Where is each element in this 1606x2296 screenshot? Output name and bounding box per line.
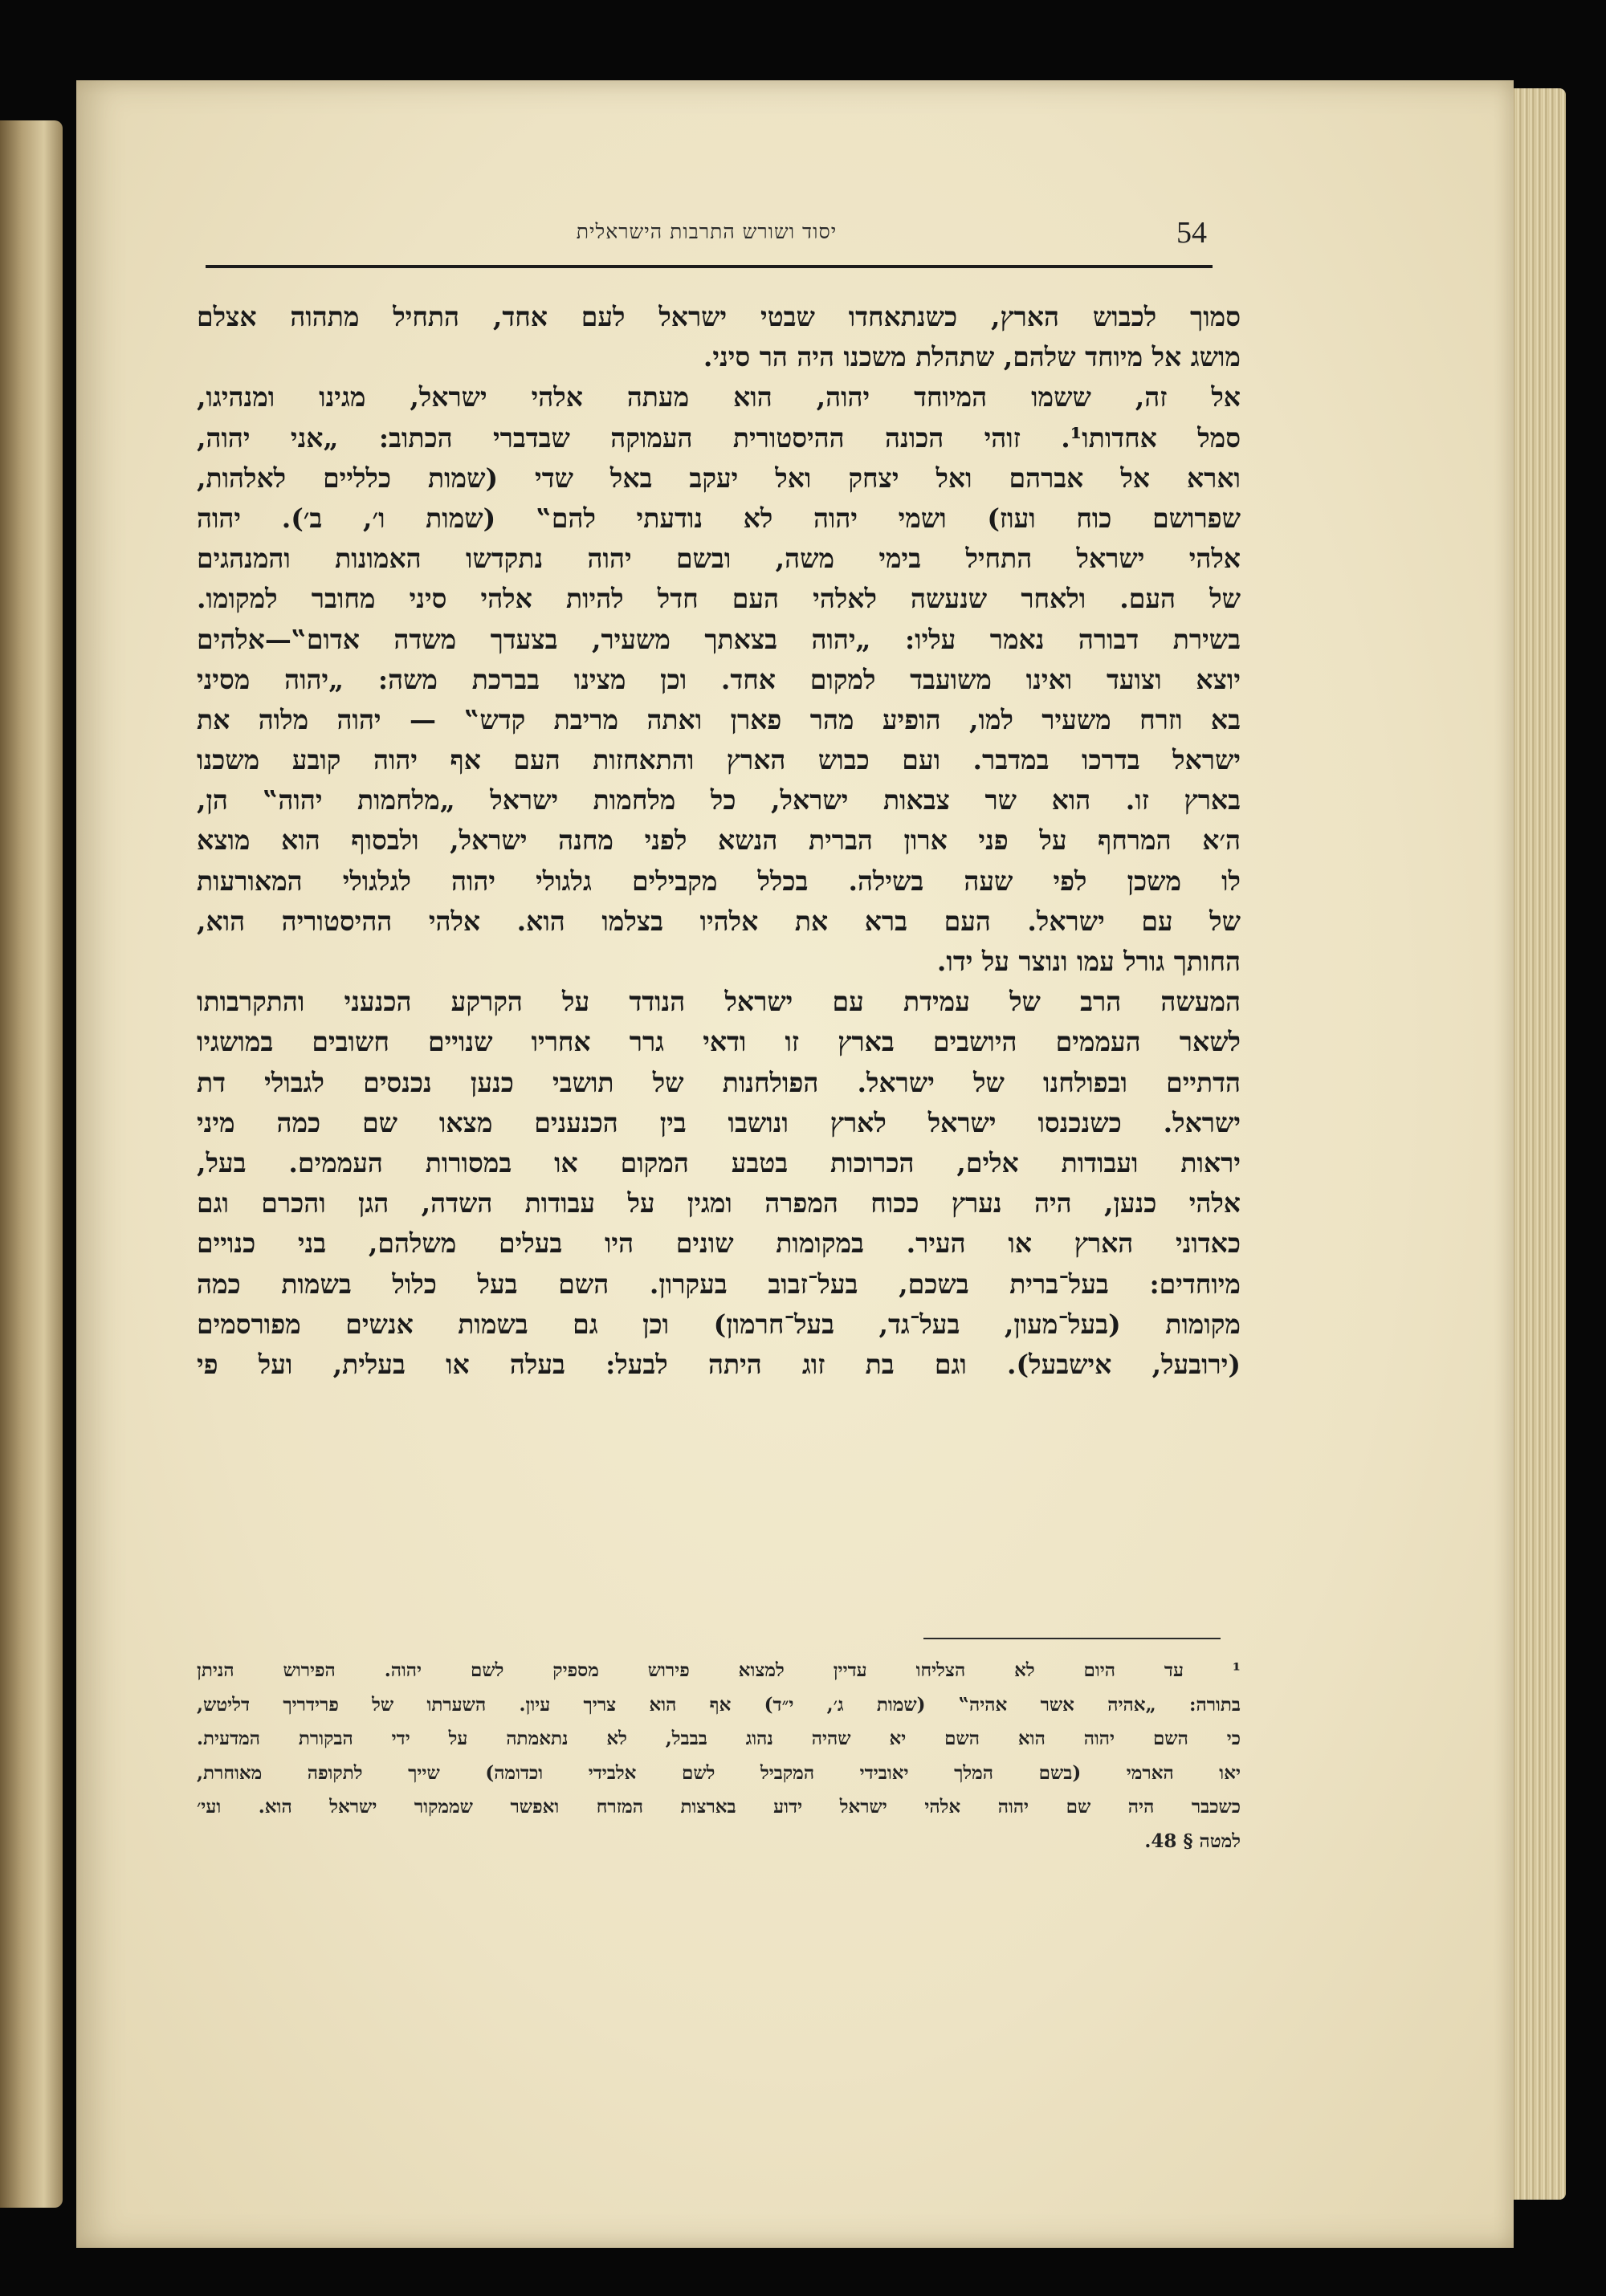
header-rule [206, 265, 1213, 268]
left-page-edge [0, 120, 63, 2208]
text-line: יוצא וצועד ואינו משועבד למקום אחד. וכן מצינו בברכת משה: „יהוה מסיני [197, 663, 1241, 695]
text-line: בארץ זו. הוא שר צבאות ישראל, כל מלחמות ישראל „מלחמות יהוה‟ הן, [197, 784, 1241, 816]
main-text [197, 297, 1241, 1385]
footnote-line: יאו הארמי (בשם המלך יאובידי המקביל לשם אלבידי וכדומה) שייך לתקופה מאוחרת, [197, 1761, 1241, 1784]
text-line: וארא אל אברהם ואל יצחק ואל יעקב באל שדי (שמות כלליים לאלהות, [197, 462, 1241, 494]
text-line: (ירובעל, אישבעל). וגם בת זוג היתה לבעל: בעלה או בעלית, ועל פי [197, 1348, 1241, 1380]
footnote-line: ¹ עד היום לא הצליחו עדיין למצוא פירוש מספיק לשם יהוה. הפירוש הניתן [197, 1659, 1241, 1681]
footnote-line: למטה § 48. [1144, 1830, 1241, 1852]
text-line: של עם ישראל. העם ברא את אלהיו בצלמו הוא. אלהי ההיסטוריה הוא, [197, 905, 1241, 937]
text-line: שפרושם כוח ועוז) ושמי יהוה לא נודעתי להם‟ (שמות ו׳, ב׳). יהוה [197, 502, 1241, 534]
text-line: הדתיים ובפולחנו של ישראל. הפולחנות של תושבי כנען נכנסים לגבולי דת [197, 1066, 1241, 1098]
text-line: אלהי ישראל התחיל בימי משה, ובשם יהוה נתקדשו האמונות והמנהגים [197, 543, 1241, 575]
text-line: סמוך לכבוש הארץ, כשנתאחדו שבטי ישראל לעם אחד, התחיל מתהוה אצלם [197, 301, 1241, 332]
text-line: מושג אל מיוחד שלהם, שתהלת משכנו היה הר סיני. [703, 341, 1241, 373]
text-line: של העם. ולאחר שנעשה לאלהי העם חדל להיות אלהי סיני מחובר למקומו. [197, 583, 1241, 615]
footnotes [197, 1654, 1241, 1858]
footnote-line: כי השם יהוה הוא השם יא שהיה נהוג בבבל, לא נתאמתה על ידי הבקורת המדעית. [197, 1728, 1241, 1749]
running-title: יסוד ושורש התרבות הישראלית [576, 220, 838, 243]
text-line: מיוחדים: בעל־ברית בשכם, בעל־זבוב בעקרון. השם בעל כלול בשמות כמה [197, 1268, 1241, 1300]
text-line: יראות ועבודות אלים, הכרוכות בטבע המקום או במסורות העממים. בעל, [197, 1146, 1241, 1179]
text-line: בשירת דבורה נאמר עליו: „יהוה בצאתך משעיר, בצעדך משדה אדום‟—אלהים [197, 623, 1241, 655]
text-line: ישראל. כשנכנסו ישראל לארץ ונושבו בין הכנענים מצאו שם כמה מיני [197, 1106, 1241, 1138]
text-line: ישראל בדרכו במדבר. ועם כבוש הארץ והתאחזות העם אף יהוה קובע משכנו [197, 744, 1241, 776]
text-line: המעשה הרב של עמידת עם ישראל הנודד על הקרקע הכנעני והתקרבותו [197, 986, 1241, 1018]
footnote-line: בתורה: „אהיה אשר אהיה‟ (שמות ג׳, י״ד) אף הוא צריך עיון. השערתו של פרידריך דליטש, [197, 1693, 1241, 1716]
footnote-rule [923, 1638, 1221, 1639]
text-line: ה׳א המרחף על פני ארון הברית הנשא לפני מחנה ישראל, ולבסוף הוא מוצא [197, 824, 1241, 857]
text-line: אלהי כנען, היה נערץ ככוח המפרה ומגין על עבודות השדה, הגן והכרם וגם [197, 1187, 1241, 1219]
text-line: בא וזרח משעיר למו, הופיע מהר פארן ואתה מריבת קדש‟ — יהוה מלוה את [197, 703, 1241, 735]
page-number: 54 [1176, 216, 1207, 250]
text-line: סמל אחדותו¹. זוהי הכונה ההיסטורית העמוקה שבדברי הכתוב: „אני יהוה, [197, 421, 1241, 454]
text-line: לשאר העממים היושבים בארץ זו ודאי גרר אחריו שנויים חשובים במושגיו [197, 1026, 1241, 1058]
footnote-line: כשכבר היה שם יהוה אלהי ישראל ידוע בארצות המזרח ואפשר שממקור ישראל הוא. ועי׳ [197, 1796, 1241, 1818]
text-line: אל זה, ששמו המיוחד יהוה, הוא מעתה אלהי ישראל, מגינו ומנהיגו, [197, 381, 1241, 413]
text-line: החותך גורל עמו ונוצר על ידו. [936, 946, 1241, 977]
text-line: לו משכן לפי שעה בשילה. בכלל מקבילים גלגולי יהוה לגלגולי המאורעות [197, 865, 1241, 897]
text-line: מקומות (בעל־מעון, בעל־גד, בעל־חרמון) וכן גם בשמות אנשים מפורסמים [197, 1308, 1241, 1340]
text-line: כאדוני הארץ או העיר. במקומות שונים היו בעלים משלהם, בני כנויים [197, 1227, 1241, 1260]
